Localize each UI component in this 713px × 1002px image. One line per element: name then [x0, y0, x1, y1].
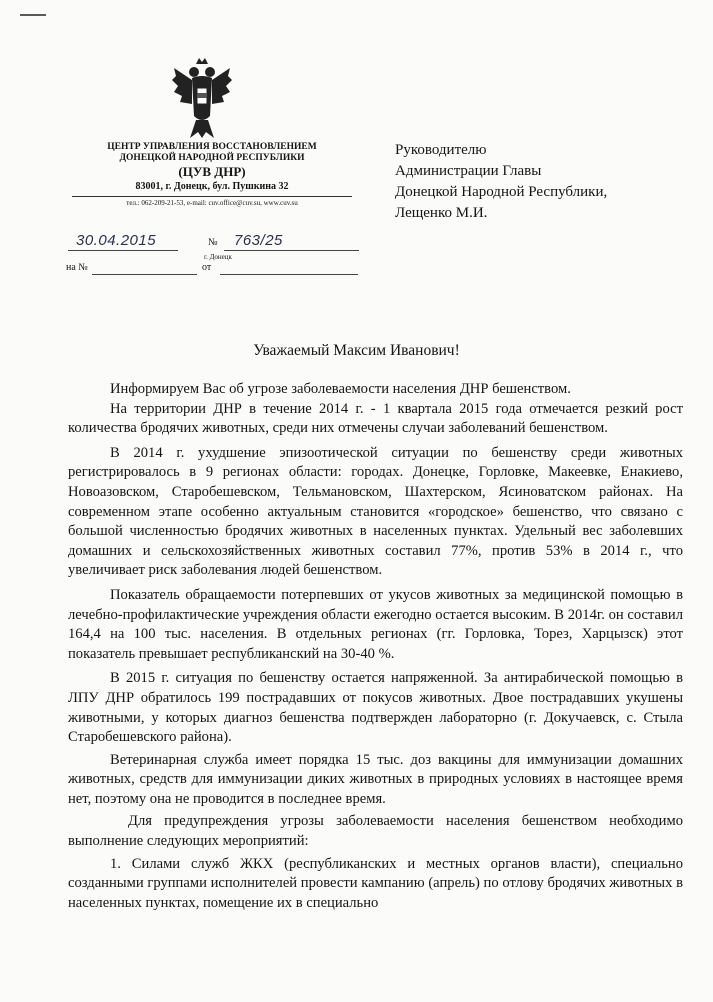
greeting: Уважаемый Максим Иванович!: [253, 342, 460, 359]
date-underline: [68, 250, 178, 251]
letterhead-rule: [72, 196, 352, 197]
paragraph: Информируем Вас об угрозе заболеваемости населения ДНР бешенством.: [110, 381, 571, 397]
number-label: №: [208, 237, 218, 248]
recipient-block: [395, 140, 607, 224]
paragraph: В 2015 г. ситуация по бешенству остается напряженной. За антирабической помощью в ЛПУ ДНР обратилось 199 пострадавших от покусов животных. Двое пострадавших укушены животными, у которых диагноз бешенства подтвержден лабораторно (г. Докучаевск, с. Стыла Старобешевского района).: [68, 670, 683, 746]
paragraph: В 2014 г. ухудшение эпизоотической ситуации по бешенству среди животных регистрировалось в 9 регионах области: городах. Донецке, Горловке, Макеевке, Енакиево, Новоазовском, Старобешевском, Тельмановском, Шахтерском, Ясиноватском районах. На современном этапе особенно актуальным становится «городское» бешенство, что связано с большой численностью бродячих животных в населенных пунктах. Удельный вес заболевших домашних и сельскохозяйственных животных составил 77%, против 53% в 2014 г., что увеличивает риск заболевания людей бешенством.: [68, 444, 683, 579]
recipient-line-2: Администрации Главы: [395, 163, 542, 179]
city-label: г. Донецк: [204, 253, 232, 261]
recipient-line-3: Донецкой Народной Республики,: [395, 184, 608, 200]
reference-date: 30.04.2015: [76, 232, 157, 249]
org-contacts: тел.: 062-209-21-53, e-mail: cuv.office@cuv.su, www.cuv.su: [126, 199, 298, 207]
coat-of-arms-icon: [172, 58, 232, 140]
recipient-line-1: Руководителю: [395, 142, 487, 158]
organization-name: [62, 142, 362, 193]
org-abbreviation: (ЦУВ ДНР): [178, 164, 246, 179]
corner-mark: [20, 14, 46, 16]
paragraph: Показатель обращаемости потерпевших от укусов животных за медицинской помощью в лечебно-профилактические учреждения области ежегодно остается высоким. В 2014г. он составил 164,4 на 100 тыс. населения. В отдельных регионах (гг. Горловка, Торез, Харцызск) этот показатель превышает республиканский на 30-40 %.: [68, 586, 683, 662]
from-underline: [220, 274, 358, 275]
in-reply-underline: [92, 274, 197, 275]
org-line-2: ДОНЕЦКОЙ НАРОДНОЙ РЕСПУБЛИКИ: [119, 153, 305, 163]
paragraph: Ветеринарная служба имеет порядка 15 тыс. доз вакцины для иммунизации домашних животных, средств для иммунизации диких животных в природных условиях в настоящее время нет, поэтому она не проводится в последнее время.: [68, 751, 683, 807]
paragraph: 1. Силами служб ЖКХ (республиканских и местных органов власти), специально созданными группами исполнителей провести кампанию (апрель) по отлову бродячих животных в населенных пунктах, помещение их в специально: [68, 855, 683, 911]
paragraph: Для предупреждения угрозы заболеваемости населения бешенством необходимо выполнение следующих мероприятий:: [68, 813, 683, 850]
number-underline: [224, 250, 359, 251]
recipient-line-4: Лещенко М.И.: [395, 205, 488, 221]
org-address: 83001, г. Донецк, бул. Пушкина 32: [135, 181, 289, 192]
from-label: от: [202, 262, 212, 273]
reference-number: 763/25: [234, 232, 283, 249]
paragraph: На территории ДНР в течение 2014 г. - 1 квартала 2015 года отмечается резкий рост количества бродячих животных, среди них отмечены случаи заболеваний бешенством.: [68, 400, 683, 437]
in-reply-label: на №: [66, 262, 88, 273]
letter-body: [68, 380, 683, 913]
org-line-1: ЦЕНТР УПРАВЛЕНИЯ ВОССТАНОВЛЕНИЕМ: [107, 142, 317, 152]
